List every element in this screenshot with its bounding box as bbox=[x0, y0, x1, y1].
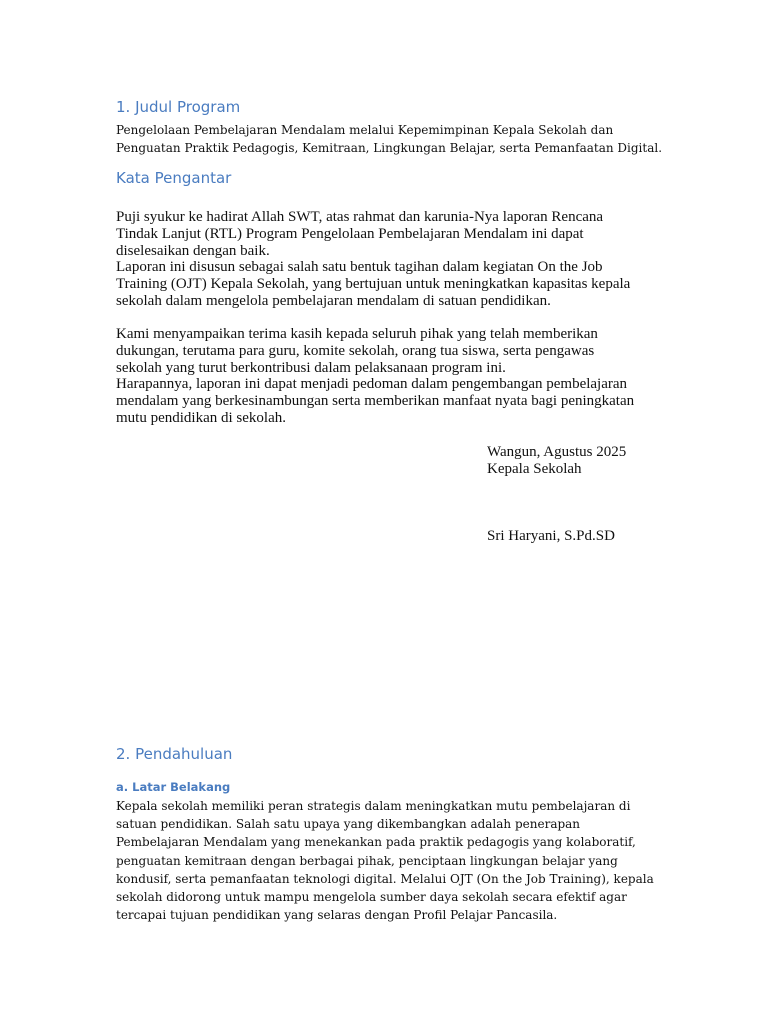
section-1-heading: 1. Judul Program bbox=[116, 98, 241, 116]
text-line: satuan pendidikan. Salah satu upaya yang dikembangkan adalah penerapan bbox=[116, 817, 581, 832]
text-line: Pembelajaran Mendalam yang menekankan pada praktik pedagogis yang kolaboratif, bbox=[116, 835, 636, 850]
text-line: mutu pendidikan di sekolah. bbox=[116, 409, 286, 426]
text-line: Puji syukur ke hadirat Allah SWT, atas rahmat dan karunia-Nya laporan Rencana bbox=[116, 209, 604, 225]
background-subheading: a. Latar Belakang bbox=[116, 780, 231, 794]
text-line: Training (OJT) Kepala Sekolah, yang bertujuan untuk meningkatkan kapasitas kepala bbox=[116, 276, 631, 293]
foreword-paragraph-2 bbox=[116, 326, 661, 427]
text-line: Tindak Lanjut (RTL) Program Pengelolaan Pembelajaran Mendalam ini dapat bbox=[116, 225, 584, 242]
text-line: tercapai tujuan pendidikan yang selaras dengan Profil Pelajar Pancasila. bbox=[116, 908, 558, 923]
foreword-heading: Kata Pengantar bbox=[116, 169, 232, 187]
text-line: penguatan kemitraan dengan berbagai pihak, penciptaan lingkungan belajar yang bbox=[116, 853, 618, 868]
signature-position: Kepala Sekolah bbox=[487, 461, 582, 477]
text-line: sekolah didorong untuk mampu mengelola sumber daya sekolah secara efektif agar bbox=[116, 890, 627, 905]
text-line: Laporan ini disusun sebagai salah satu bentuk tagihan dalam kegiatan On the Job bbox=[116, 259, 603, 276]
text-line: diselesaikan dengan baik. bbox=[116, 242, 270, 259]
signature-place-date: Wangun, Agustus 2025 bbox=[487, 444, 627, 460]
signature-name: Sri Haryani, S.Pd.SD bbox=[487, 528, 615, 544]
text-line: sekolah dalam mengelola pembelajaran mendalam di satuan pendidikan. bbox=[116, 292, 551, 309]
text-line: kondusif, serta pemanfaatan teknologi digital. Melalui OJT (On the Job Training), kepala bbox=[116, 871, 654, 886]
text-line: mendalam yang berkesinambungan serta memberikan manfaat nyata bagi peningkatan bbox=[116, 393, 635, 410]
text-line: Harapannya, laporan ini dapat menjadi pedoman dalam pengembangan pembelajaran bbox=[116, 376, 628, 393]
background-paragraph bbox=[116, 797, 661, 924]
text-line: sekolah yang turut berkontribusi dalam pelaksanaan program ini. bbox=[116, 359, 506, 376]
text-line: Kami menyampaikan terima kasih kepada seluruh pihak yang telah memberikan bbox=[116, 326, 598, 342]
foreword-paragraph-1 bbox=[116, 209, 661, 310]
section-2-heading: 2. Pendahuluan bbox=[116, 745, 233, 763]
program-title-text bbox=[116, 121, 661, 157]
text-line: dukungan, terutama para guru, komite sekolah, orang tua siswa, serta pengawas bbox=[116, 342, 595, 359]
text-line: Pengelolaan Pembelajaran Mendalam melalui Kepemimpinan Kepala Sekolah dan bbox=[116, 123, 614, 137]
text-line: Penguatan Praktik Pedagogis, Kemitraan, Lingkungan Belajar, serta Pemanfaatan Digital. bbox=[116, 141, 663, 156]
text-line: Kepala sekolah memiliki peran strategis dalam meningkatkan mutu pembelajaran di bbox=[116, 799, 631, 813]
